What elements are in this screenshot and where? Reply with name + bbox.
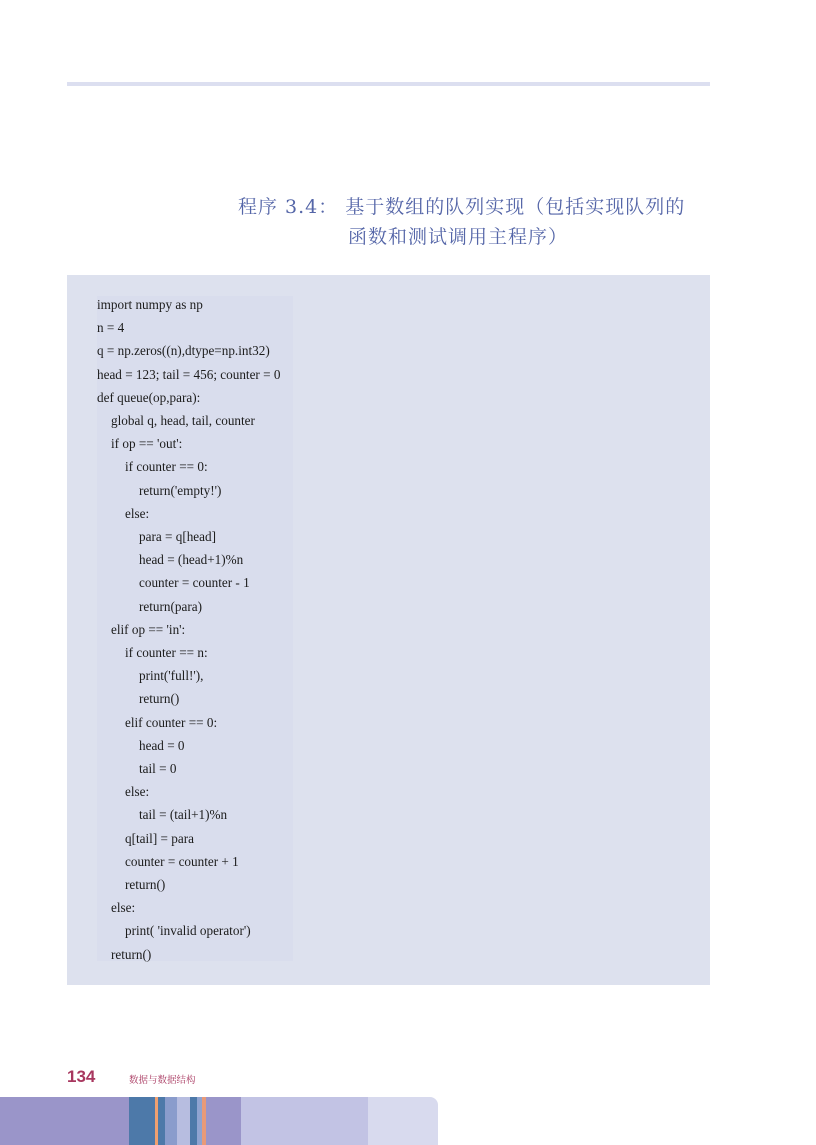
code-line: elif counter == 0:: [125, 714, 218, 730]
caption-line-2: 函数和测试调用主程序）: [348, 226, 569, 248]
code-block: [67, 275, 710, 985]
code-line: if counter == 0:: [125, 459, 208, 475]
code-line: return(para): [139, 598, 202, 614]
code-line: return(): [111, 946, 152, 962]
code-line: else:: [125, 784, 150, 800]
code-line: else:: [111, 900, 136, 916]
code-line: counter = counter + 1: [125, 853, 239, 869]
code-line: counter = counter - 1: [139, 575, 250, 591]
code-line: print( 'invalid operator'): [125, 923, 251, 939]
top-rule: [67, 82, 710, 86]
code-line: head = 0: [139, 737, 185, 753]
caption-line-1: 程序 3.4： 基于数组的队列实现（包括实现队列的: [238, 196, 686, 218]
code-line: def queue(op,para):: [97, 389, 201, 405]
running-title: 数据与数据结构: [129, 1075, 196, 1086]
code-line: else:: [125, 505, 150, 521]
code-line: if counter == n:: [125, 645, 208, 660]
program-caption: [238, 192, 718, 252]
code-line: if op == 'out':: [111, 436, 183, 452]
code-line: n = 4: [97, 320, 125, 336]
code-line: import numpy as np: [97, 297, 203, 312]
code-line: q[tail] = para: [125, 830, 194, 846]
code-line: print('full!'),: [139, 668, 204, 684]
code-line: tail = 0: [139, 761, 177, 776]
code-line: return('empty!'): [139, 482, 222, 498]
code-line: elif op == 'in':: [111, 621, 186, 637]
code-line: return(): [139, 691, 180, 707]
code-line: head = (head+1)%n: [139, 552, 244, 568]
page-number: 134: [67, 1067, 96, 1086]
code-line: tail = (tail+1)%n: [139, 807, 228, 823]
code-line: return(): [125, 877, 166, 892]
code-line: para = q[head]: [139, 529, 216, 544]
code-line: global q, head, tail, counter: [111, 413, 255, 428]
code-line: head = 123; tail = 456; counter = 0: [97, 366, 281, 382]
code-line: q = np.zeros((n),dtype=np.int32): [97, 343, 270, 359]
